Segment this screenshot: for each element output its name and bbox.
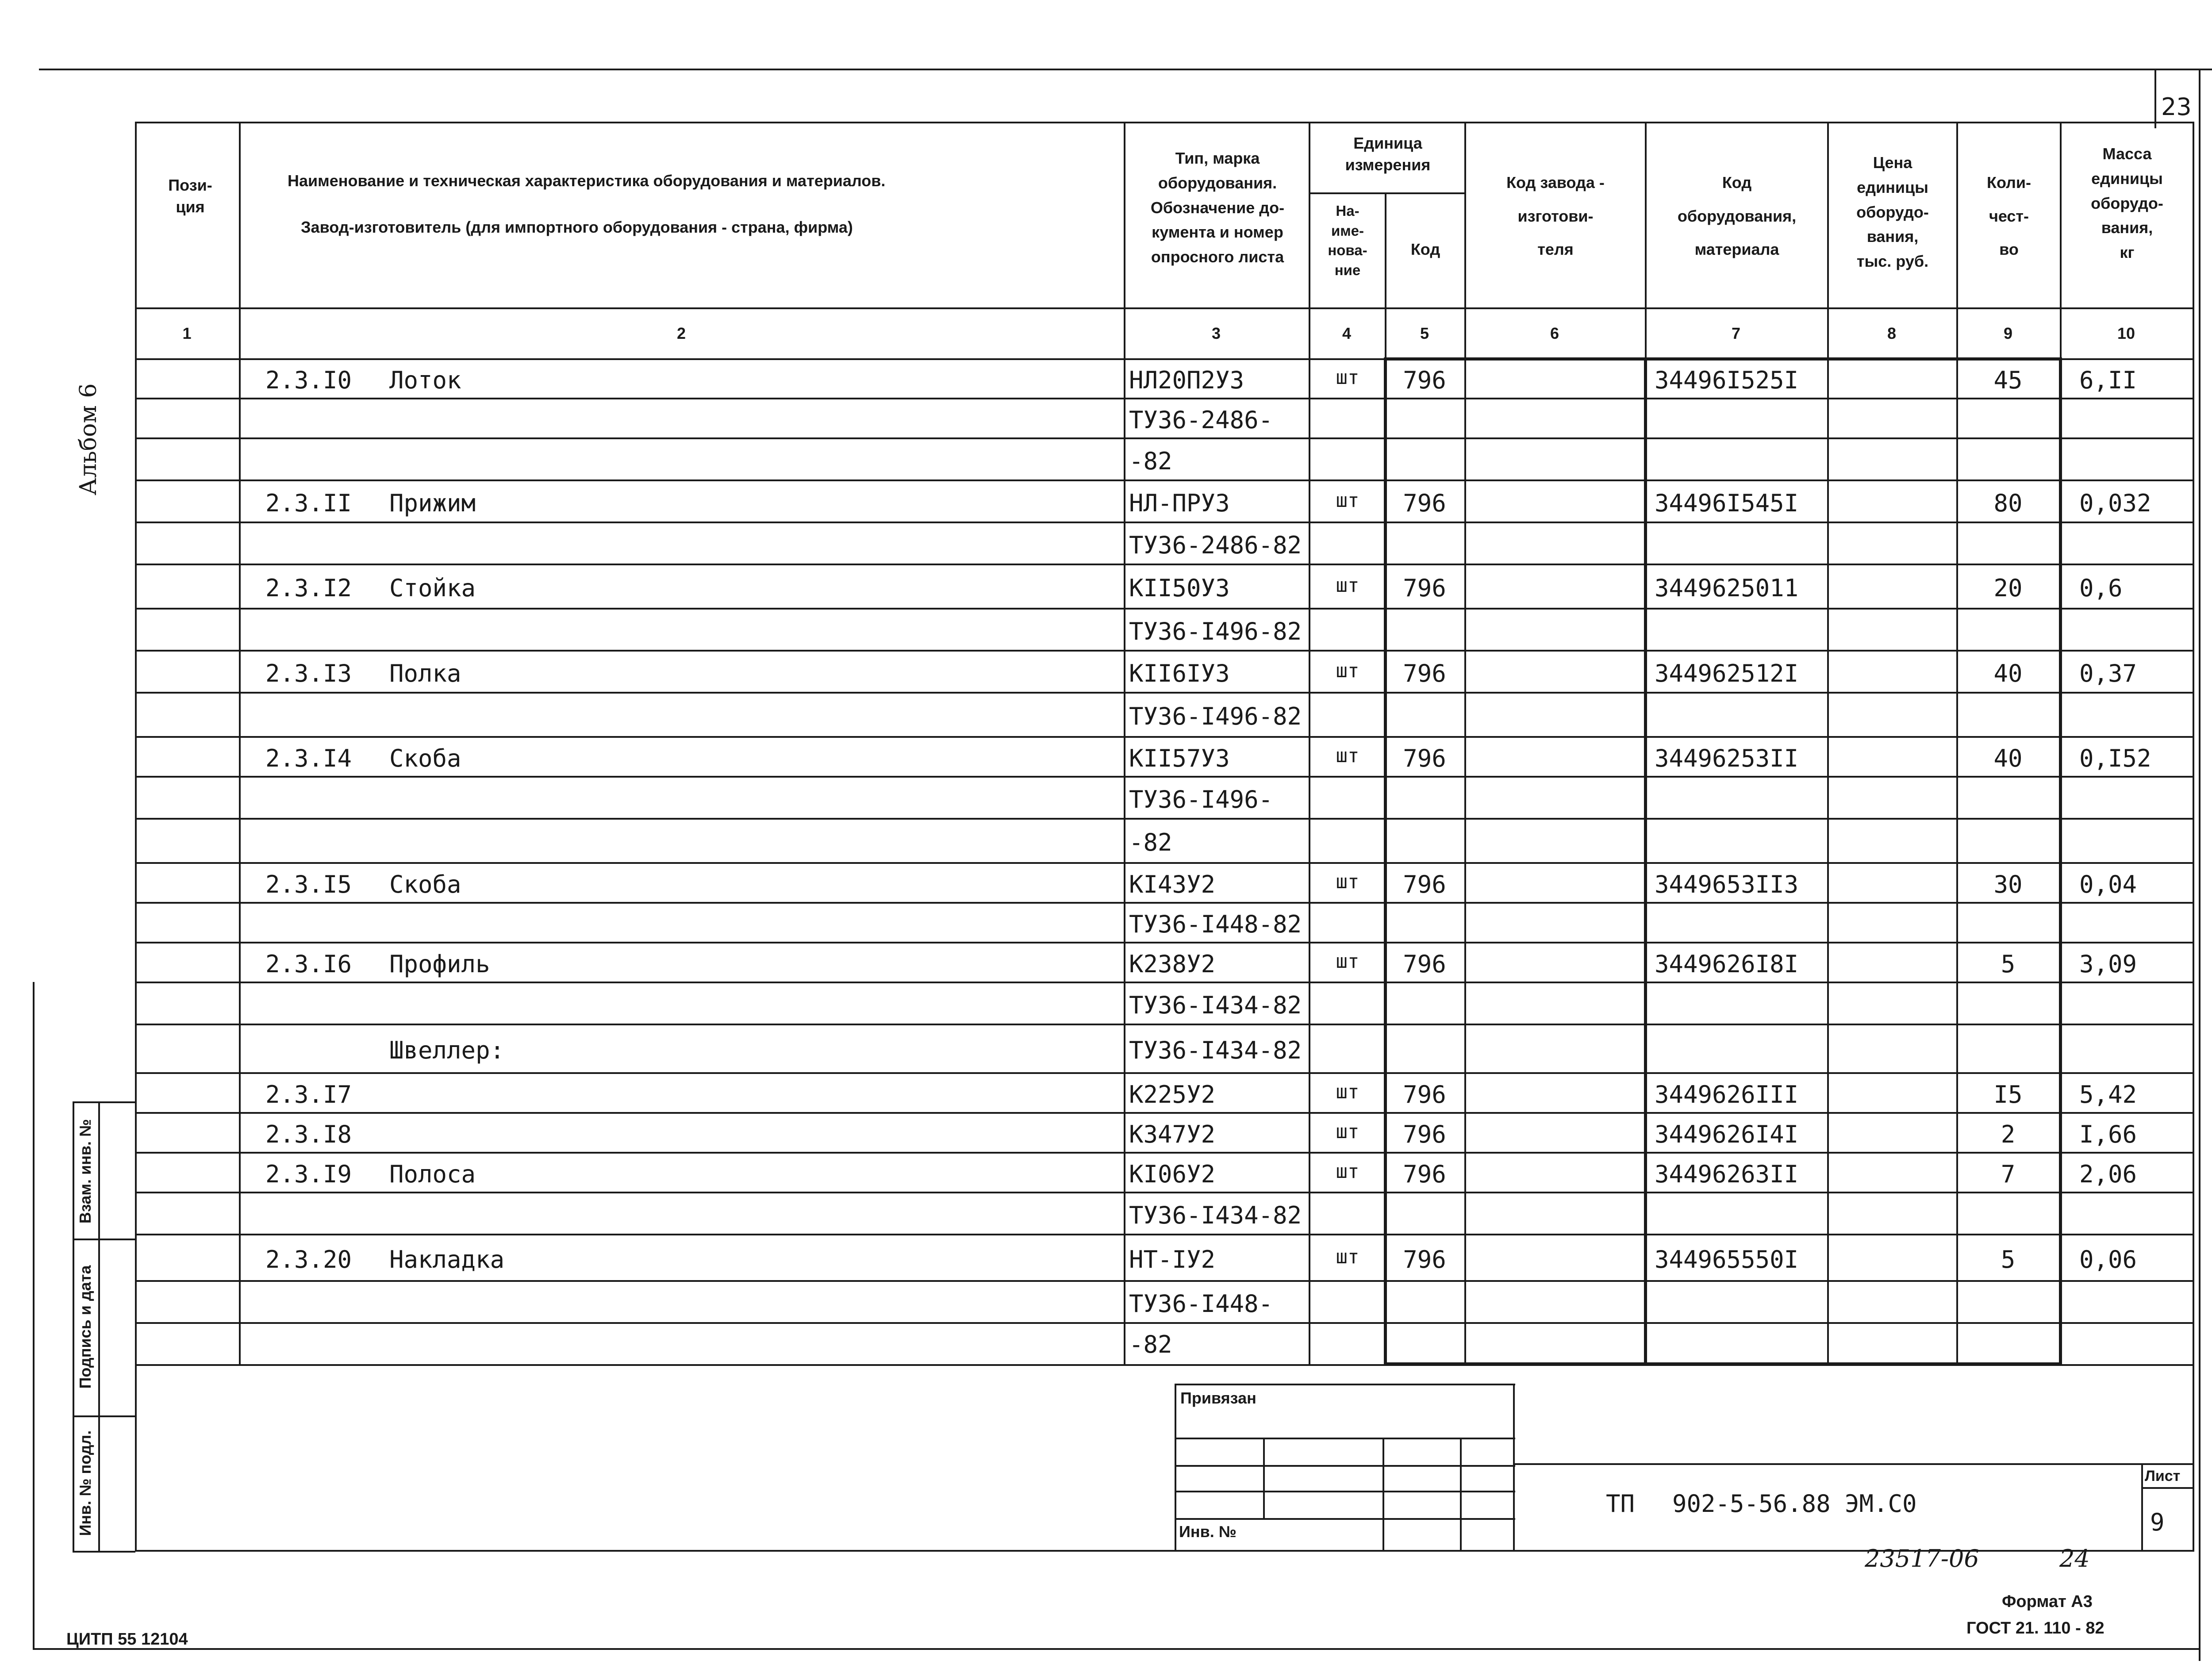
header-unit-code: Код bbox=[1410, 240, 1440, 258]
cell-equip: 34496I545I bbox=[1655, 489, 1799, 517]
cell-type: КI43У2 bbox=[1129, 871, 1216, 898]
cell-type: ТУ36-2486- bbox=[1129, 406, 1273, 434]
cell-qty: 40 bbox=[1993, 744, 2023, 772]
cell-type: ТУ36-I434-82 bbox=[1129, 1201, 1302, 1229]
cell-unit: шт bbox=[1336, 489, 1359, 512]
cell-mass: 5,42 bbox=[2079, 1081, 2137, 1108]
cell-type: ТУ36-I448- bbox=[1129, 1289, 1273, 1318]
cell-mass: 2,06 bbox=[2079, 1160, 2137, 1188]
header-mass: Масса единицы оборудо- вания, кг bbox=[2091, 145, 2163, 262]
cell-mass: 0,37 bbox=[2079, 659, 2137, 687]
cell-type: НТ-IУ2 bbox=[1129, 1245, 1216, 1273]
header-type: Тип, марка оборудования. Обозначение до- кумента и номер опросного листа bbox=[1150, 149, 1285, 266]
header-position: Пози- ция bbox=[168, 176, 212, 216]
header-unit: Единица измерения bbox=[1345, 134, 1431, 174]
cell-type: -82 bbox=[1129, 447, 1172, 475]
cell-qty: 20 bbox=[1993, 574, 2023, 602]
cell-name: Накладка bbox=[389, 1245, 505, 1273]
cell-pos: 2.3.I9 bbox=[265, 1160, 352, 1188]
cell-pos: 2.3.I7 bbox=[265, 1081, 352, 1108]
cell-unit: шт bbox=[1336, 574, 1359, 597]
cell-type: К347У2 bbox=[1129, 1120, 1216, 1148]
cell-mass: 0,04 bbox=[2079, 871, 2137, 898]
cell-name: Швеллер: bbox=[389, 1036, 505, 1064]
header-price: Цена единицы оборудо- вания, тыс. руб. bbox=[1856, 153, 1929, 271]
header-name-line2: Завод-изготовитель (для импортного оборудования - страна, фирма) bbox=[301, 218, 853, 236]
cell-pos: 2.3.I5 bbox=[265, 871, 352, 898]
cell-name: Полоса bbox=[389, 1160, 476, 1188]
cell-code: 796 bbox=[1403, 950, 1446, 978]
col-number-5: 5 bbox=[1420, 324, 1429, 342]
cell-unit: шт bbox=[1336, 1245, 1359, 1268]
cell-name: Стойка bbox=[389, 574, 476, 602]
cell-mass: 3,09 bbox=[2079, 950, 2137, 978]
cell-unit: шт bbox=[1336, 1081, 1359, 1103]
cell-qty: I5 bbox=[1993, 1081, 2023, 1108]
cell-pos: 2.3.I8 bbox=[265, 1120, 352, 1148]
cell-equip: 3449653II3 bbox=[1655, 871, 1799, 898]
cell-type: ТУ36-I434-82 bbox=[1129, 1036, 1302, 1064]
doc-number: 902-5-56.88 bbox=[1672, 1490, 1831, 1518]
col-number-3: 3 bbox=[1211, 324, 1221, 342]
cell-type: НЛ20П2У3 bbox=[1129, 366, 1244, 394]
cell-name: Профиль bbox=[389, 950, 490, 978]
cell-name: Прижим bbox=[389, 489, 476, 517]
cell-type: ТУ36-I496- bbox=[1129, 785, 1273, 813]
cell-type: ТУ36-I434-82 bbox=[1129, 991, 1302, 1019]
cell-type: КII57У3 bbox=[1129, 744, 1230, 772]
cell-unit: шт bbox=[1336, 950, 1359, 973]
cell-equip: 3449626I8I bbox=[1655, 950, 1799, 978]
header-equipment-code: Код оборудования, материала bbox=[1677, 173, 1797, 259]
cell-type: -82 bbox=[1129, 828, 1172, 856]
stamp-inv-no: Инв. № bbox=[1179, 1522, 1237, 1541]
cell-qty: 45 bbox=[1993, 366, 2023, 394]
album-label: Альбом 6 bbox=[75, 383, 102, 495]
cell-code: 796 bbox=[1403, 1160, 1446, 1188]
cell-mass: 0,06 bbox=[2079, 1245, 2137, 1273]
cell-code: 796 bbox=[1403, 366, 1446, 394]
doc-suffix: ЭМ.С0 bbox=[1845, 1490, 1917, 1518]
cell-pos: 2.3.I2 bbox=[265, 574, 352, 602]
cell-equip: 344962512I bbox=[1655, 659, 1799, 687]
col-number-9: 9 bbox=[2003, 324, 2013, 342]
cell-name: Скоба bbox=[389, 744, 461, 772]
header-name-line1: Наименование и техническая характеристика оборудования и материалов. bbox=[288, 172, 886, 190]
cell-qty: 5 bbox=[2001, 1245, 2016, 1273]
col-number-4: 4 bbox=[1342, 324, 1352, 342]
cell-unit: шт bbox=[1336, 366, 1359, 389]
header-quantity: Коли- чест- во bbox=[1986, 173, 2032, 259]
doc-tp: ТП bbox=[1606, 1490, 1635, 1518]
cell-name: Скоба bbox=[389, 871, 461, 898]
header-unit-name: На- име- нова- ние bbox=[1328, 203, 1367, 278]
cell-unit: шт bbox=[1336, 1160, 1359, 1183]
cell-code: 796 bbox=[1403, 1081, 1446, 1108]
cell-equip: 3449626I4I bbox=[1655, 1120, 1799, 1148]
cell-pos: 2.3.I6 bbox=[265, 950, 352, 978]
cell-code: 796 bbox=[1403, 744, 1446, 772]
cell-type: КI06У2 bbox=[1129, 1160, 1216, 1188]
sheet-value: 9 bbox=[2150, 1508, 2165, 1536]
page-number: 23 bbox=[2161, 93, 2192, 121]
sheet-label: Лист bbox=[2145, 1468, 2181, 1484]
stamp-replaced-inv: Взам. инв. № bbox=[76, 1119, 94, 1224]
cell-type: НЛ-ПРУ3 bbox=[1129, 489, 1230, 517]
cell-code: 796 bbox=[1403, 574, 1446, 602]
col-number-2: 2 bbox=[676, 324, 686, 342]
col-number-1: 1 bbox=[182, 324, 192, 342]
cell-type: КII6IУ3 bbox=[1129, 659, 1230, 687]
col-number-10: 10 bbox=[2117, 324, 2135, 342]
cell-pos: 2.3.I3 bbox=[265, 659, 352, 687]
cell-type: -82 bbox=[1129, 1330, 1172, 1358]
cell-equip: 34496263II bbox=[1655, 1160, 1799, 1188]
handwritten-page: 24 bbox=[2059, 1545, 2090, 1572]
cell-equip: 3449626III bbox=[1655, 1081, 1799, 1108]
cell-mass: 0,I52 bbox=[2079, 744, 2151, 772]
cell-qty: 7 bbox=[2001, 1160, 2016, 1188]
cell-equip: 34496253II bbox=[1655, 744, 1799, 772]
cell-code: 796 bbox=[1403, 1245, 1446, 1273]
cell-unit: шт bbox=[1336, 871, 1359, 893]
format-label: Формат А3 bbox=[2002, 1592, 2093, 1611]
cell-name: Лоток bbox=[389, 366, 461, 394]
cell-qty: 80 bbox=[1993, 489, 2023, 517]
handwritten-number: 23517-06 bbox=[1865, 1545, 1979, 1572]
cell-pos: 2.3.20 bbox=[265, 1245, 352, 1273]
cell-qty: 40 bbox=[1993, 659, 2023, 687]
cell-equip: 3449625011 bbox=[1655, 574, 1799, 602]
gost-label: ГОСТ 21. 110 - 82 bbox=[1966, 1619, 2104, 1637]
cell-type: ТУ36-2486-82 bbox=[1129, 531, 1302, 559]
cell-type: КII50У3 bbox=[1129, 574, 1230, 602]
cell-equip: 34496I525I bbox=[1655, 366, 1799, 394]
header-plant-code: Код завода - изготови- теля bbox=[1506, 173, 1605, 259]
cell-type: ТУ36-I448-82 bbox=[1129, 910, 1302, 938]
cell-type: ТУ36-I496-82 bbox=[1129, 702, 1302, 730]
cell-code: 796 bbox=[1403, 1120, 1446, 1148]
cell-code: 796 bbox=[1403, 489, 1446, 517]
cell-type: ТУ36-I496-82 bbox=[1129, 617, 1302, 645]
cell-unit: шт bbox=[1336, 1120, 1359, 1143]
cell-name: Полка bbox=[389, 659, 461, 687]
cell-type: К238У2 bbox=[1129, 950, 1216, 978]
col-number-7: 7 bbox=[1731, 324, 1741, 342]
col-number-8: 8 bbox=[1887, 324, 1897, 342]
cell-pos: 2.3.II bbox=[265, 489, 352, 517]
cell-mass: 0,6 bbox=[2079, 574, 2123, 602]
stamp-signature-date: Подпись и дата bbox=[76, 1265, 94, 1389]
citp-label: ЦИТП 55 12104 bbox=[66, 1630, 188, 1649]
cell-code: 796 bbox=[1403, 659, 1446, 687]
cell-mass: 0,032 bbox=[2079, 489, 2151, 517]
cell-pos: 2.3.I4 bbox=[265, 744, 352, 772]
cell-mass: 6,II bbox=[2079, 366, 2137, 394]
cell-code: 796 bbox=[1403, 871, 1446, 898]
cell-qty: 30 bbox=[1993, 871, 2023, 898]
cell-qty: 2 bbox=[2001, 1120, 2016, 1148]
col-number-6: 6 bbox=[1550, 324, 1559, 342]
cell-unit: шт bbox=[1336, 744, 1359, 767]
stamp-original-inv: Инв. № подл. bbox=[76, 1430, 94, 1536]
cell-unit: шт bbox=[1336, 659, 1359, 682]
stamp-privyazan: Привязан bbox=[1180, 1389, 1256, 1407]
cell-qty: 5 bbox=[2001, 950, 2016, 978]
cell-mass: I,66 bbox=[2079, 1120, 2137, 1148]
cell-equip: 344965550I bbox=[1655, 1245, 1799, 1273]
cell-type: К225У2 bbox=[1129, 1081, 1216, 1108]
cell-pos: 2.3.I0 bbox=[265, 366, 352, 394]
